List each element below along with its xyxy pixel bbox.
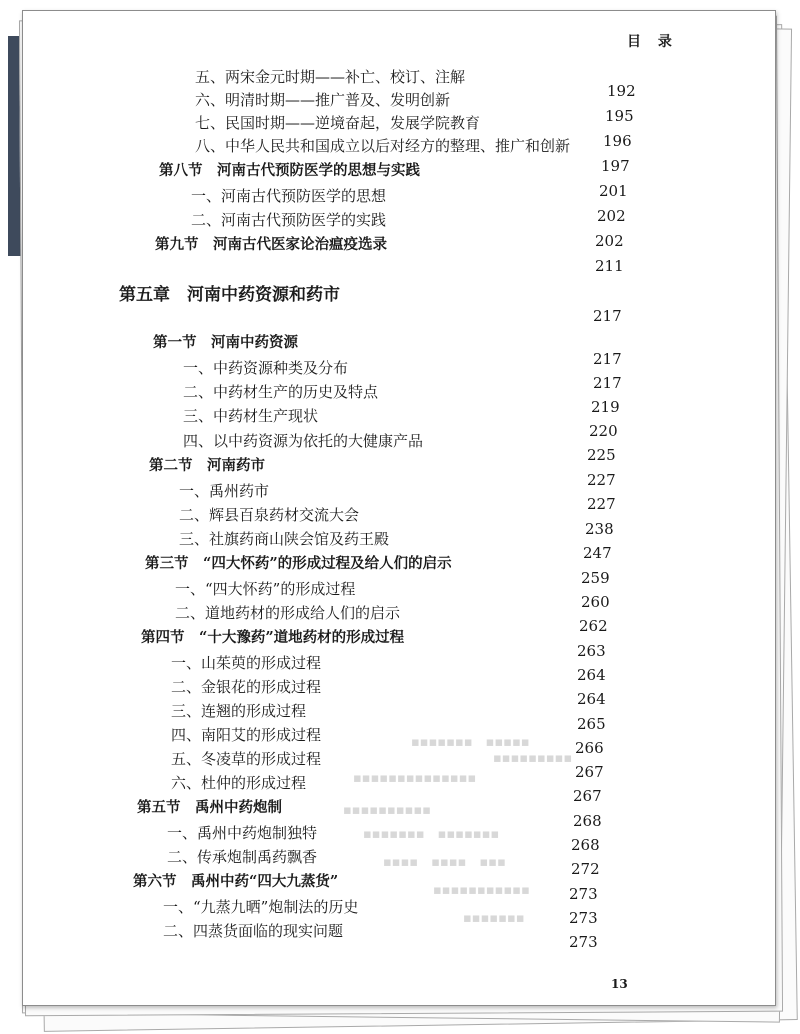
toc-section: 第九节 河南古代医家论治瘟疫选录	[155, 236, 387, 253]
page-number: 263	[577, 642, 606, 660]
page-number: 211	[595, 257, 624, 275]
toc-section: 第三节 “四大怀药”的形成过程及给人们的启示	[145, 555, 452, 572]
page-number: 260	[581, 593, 610, 611]
toc-section: 第六节 禹州中药“四大九蒸货”	[133, 873, 339, 890]
page-number: 217	[593, 374, 622, 392]
toc-section: 第四节 “十大豫药”道地药材的形成过程	[141, 629, 405, 646]
toc-entry: 二、中药材生产的历史及特点	[183, 383, 379, 401]
toc-entry: 四、南阳艾的形成过程	[171, 726, 322, 744]
show-through-text: ▪▪▪▪▪▪▪▪▪▪▪▪▪▪	[353, 771, 477, 786]
show-through-text: ▪▪▪▪▪▪▪ ▪▪▪▪▪▪▪	[363, 827, 500, 842]
show-through-text: ▪▪▪▪▪▪▪▪▪▪▪	[433, 883, 530, 898]
page-number: 201	[599, 182, 628, 200]
page-number: 192	[607, 82, 636, 100]
page-number: 273	[569, 909, 598, 927]
page-number: 220	[589, 422, 618, 440]
toc-entry: 一、“四大怀药”的形成过程	[175, 580, 356, 598]
page-number: 219	[591, 398, 620, 416]
toc-section: 第一节 河南中药资源	[153, 334, 298, 351]
toc-entry: 三、中药材生产现状	[183, 407, 319, 425]
toc-section: 第八节 河南古代预防医学的思想与实践	[159, 162, 420, 179]
toc-entry: 一、禹州药市	[179, 482, 270, 500]
page-number: 238	[585, 520, 614, 538]
page-number: 264	[577, 690, 606, 708]
toc-entry: 四、以中药资源为依托的大健康产品	[183, 432, 424, 450]
page-number: 266	[575, 739, 604, 757]
page-number: 217	[593, 350, 622, 368]
toc-section: 第二节 河南药市	[149, 457, 265, 474]
toc-entry: 五、两宋金元时期——补亡、校订、注解	[195, 68, 466, 86]
toc-entry: 三、连翘的形成过程	[171, 702, 307, 720]
toc-entry: 六、杜仲的形成过程	[171, 774, 307, 792]
page-number: 225	[587, 446, 616, 464]
toc-entry: 二、河南古代预防医学的实践	[191, 211, 387, 229]
page-number: 227	[587, 471, 616, 489]
page-number: 262	[579, 617, 608, 635]
toc-entry: 一、中药资源种类及分布	[183, 359, 349, 377]
page-number: 217	[593, 307, 622, 325]
page-number: 202	[595, 232, 624, 250]
toc-entry: 二、道地药材的形成给人们的启示	[175, 604, 401, 622]
page-number: 196	[603, 132, 632, 150]
show-through-text: ▪▪▪▪▪▪▪▪▪▪	[343, 803, 432, 818]
page-number: 197	[601, 157, 630, 175]
toc-entry: 六、明清时期——推广普及、发明创新	[195, 91, 451, 109]
toc-page	[22, 10, 776, 1006]
toc-entry: 二、辉县百泉药材交流大会	[179, 506, 360, 524]
toc-entry: 一、河南古代预防医学的思想	[191, 187, 387, 205]
toc-entry: 七、民国时期——逆境奋起，发展学院教育	[195, 114, 481, 132]
page-number: 227	[587, 495, 616, 513]
page-number: 202	[597, 207, 626, 225]
page-number: 273	[569, 885, 598, 903]
toc-chapter: 第五章 河南中药资源和药市	[119, 285, 340, 305]
toc-entry: 二、传承炮制禹药飘香	[167, 848, 318, 866]
folio-page-number: 13	[611, 977, 628, 991]
page-number: 273	[569, 933, 598, 951]
toc-entry: 一、禹州中药炮制独特	[167, 824, 318, 842]
page-number: 272	[571, 860, 600, 878]
page-number: 265	[577, 715, 606, 733]
page-number: 267	[573, 787, 602, 805]
running-header: 目 录	[627, 34, 678, 50]
toc-entry: 五、冬凌草的形成过程	[171, 750, 322, 768]
page-number: 267	[575, 763, 604, 781]
page-number: 264	[577, 666, 606, 684]
toc-entry: 三、社旗药商山陕会馆及药王殿	[179, 530, 390, 548]
page-number: 268	[571, 836, 600, 854]
page-number: 259	[581, 569, 610, 587]
page-number: 247	[583, 544, 612, 562]
show-through-text: ▪▪▪▪ ▪▪▪▪ ▪▪▪	[383, 855, 506, 870]
toc-entry: 二、金银花的形成过程	[171, 678, 322, 696]
page-number: 195	[605, 107, 634, 125]
show-through-text: ▪▪▪▪▪▪▪ ▪▪▪▪▪	[411, 735, 530, 750]
show-through-text: ▪▪▪▪▪▪▪▪▪	[493, 751, 573, 766]
toc-entry: 二、四蒸货面临的现实问题	[163, 922, 344, 940]
show-through-text: ▪▪▪▪▪▪▪	[463, 911, 525, 926]
page-number: 268	[573, 812, 602, 830]
toc-entry: 八、中华人民共和国成立以后对经方的整理、推广和创新	[195, 137, 571, 155]
toc-section: 第五节 禹州中药炮制	[137, 799, 282, 816]
toc-entry: 一、山茱萸的形成过程	[171, 654, 322, 672]
toc-entry: 一、“九蒸九晒”炮制法的历史	[163, 898, 359, 916]
